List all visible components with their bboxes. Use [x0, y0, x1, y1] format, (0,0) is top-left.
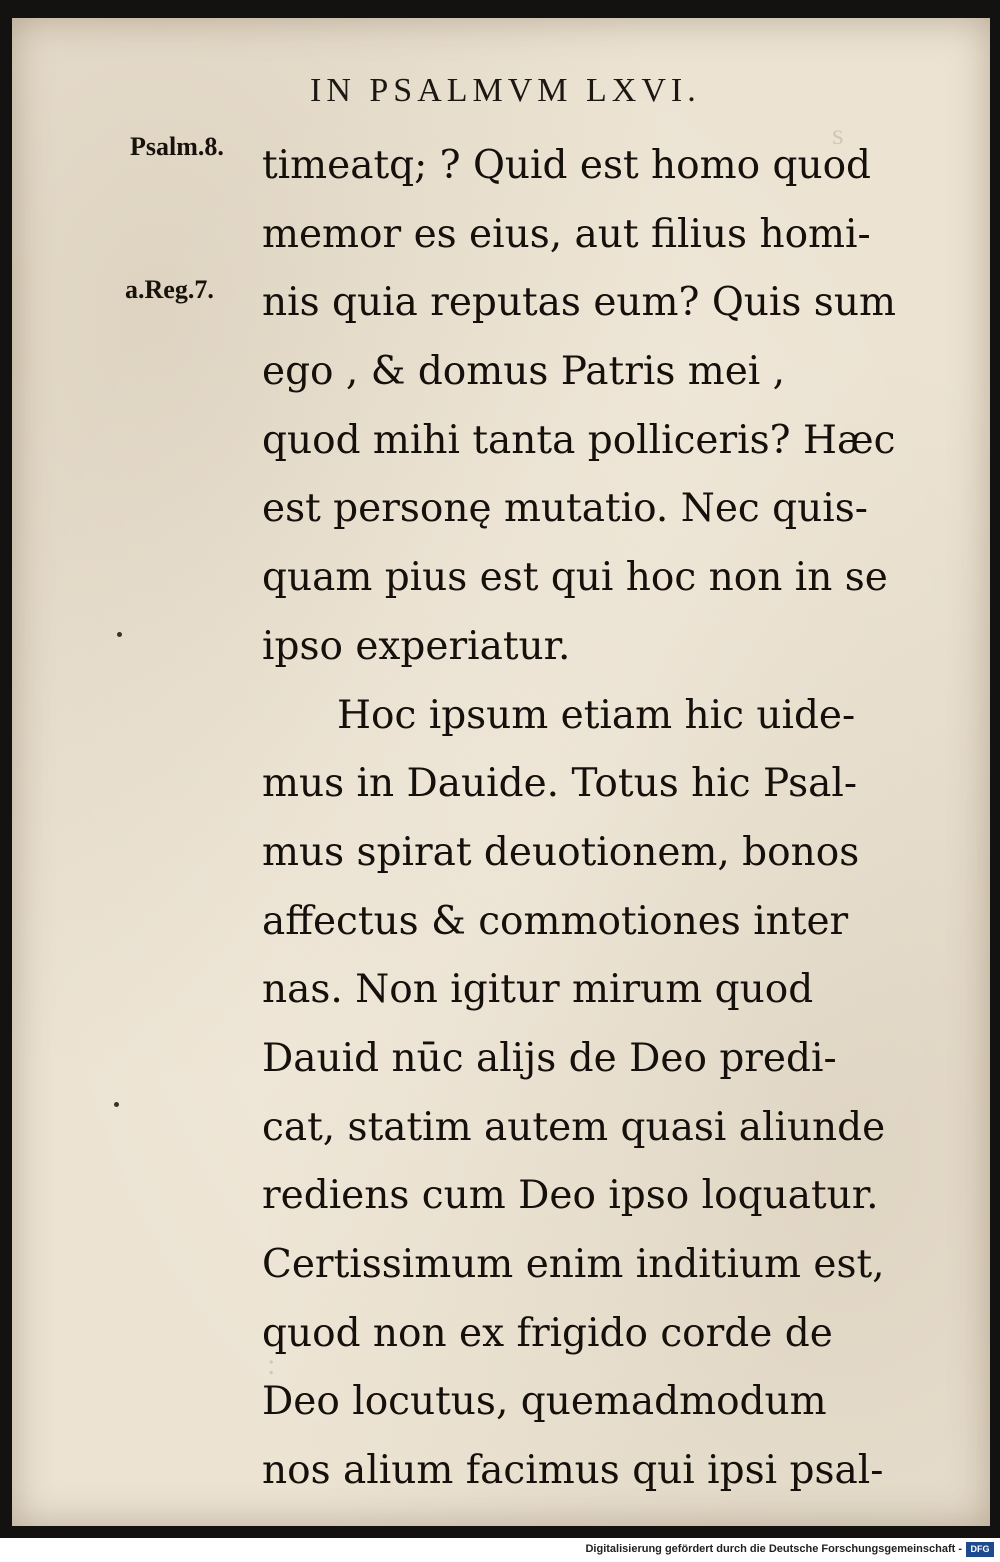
- text-line: quod mihi tanta polliceris? Hæc: [262, 417, 896, 463]
- text-line: affectus & commotiones inter: [262, 898, 849, 944]
- text-line: memor es eius, aut filius homi-: [262, 211, 871, 257]
- text-line: ego , & domus Patris mei ,: [262, 349, 786, 395]
- text-line: timeatq; ? Quid est homo quod: [262, 143, 872, 188]
- funding-credit: Digitalisierung gefördert durch die Deutsche Forschungsgemeinschaft -: [585, 1543, 962, 1555]
- text-line: mus spirat deuotionem, bonos: [262, 829, 860, 875]
- marginal-note-reg: a.Reg.7.: [125, 275, 214, 304]
- text-line: mus in Dauide. Totus hic Psal-: [262, 761, 858, 807]
- text-line: quam pius est qui hoc non in se: [262, 555, 888, 601]
- text-line: rediens cum Deo ipso loquatur.: [262, 1173, 879, 1219]
- text-line: est personę mutatio. Nec quis-: [262, 486, 868, 532]
- paragraph-start-line: Hoc ipsum etiam hic uide-: [337, 692, 856, 738]
- margin-speck: [117, 632, 122, 637]
- dfg-logo: DFG: [966, 1542, 994, 1557]
- margin-speck: [114, 1102, 119, 1107]
- text-line: Dauid nūc alijs de Deo predi-: [262, 1035, 837, 1081]
- show-through-text-top: s: [832, 118, 844, 151]
- text-line: nas. Non igitur mirum quod: [262, 967, 814, 1013]
- text-line: cat, statim autem quasi aliunde: [262, 1104, 886, 1150]
- marginal-note-psalm: Psalm.8.: [130, 132, 224, 161]
- footer-bar: [0, 1538, 1000, 1562]
- running-head: IN PSALMVM LXVI.: [310, 72, 701, 109]
- body-text: [262, 132, 934, 1562]
- text-line: Deo locutus, quemadmodum: [262, 1379, 827, 1425]
- text-line: ipso experiatur.: [262, 623, 571, 669]
- text-line: Certissimum enim inditium est,: [262, 1242, 885, 1287]
- text-line: quod non ex frigido corde de: [262, 1310, 833, 1356]
- text-line: nis quia reputas eum? Quis sum: [262, 280, 896, 326]
- show-through-text-bottom: :: [267, 1348, 276, 1381]
- text-line: nos alium facimus qui ipsi psal-: [262, 1448, 884, 1494]
